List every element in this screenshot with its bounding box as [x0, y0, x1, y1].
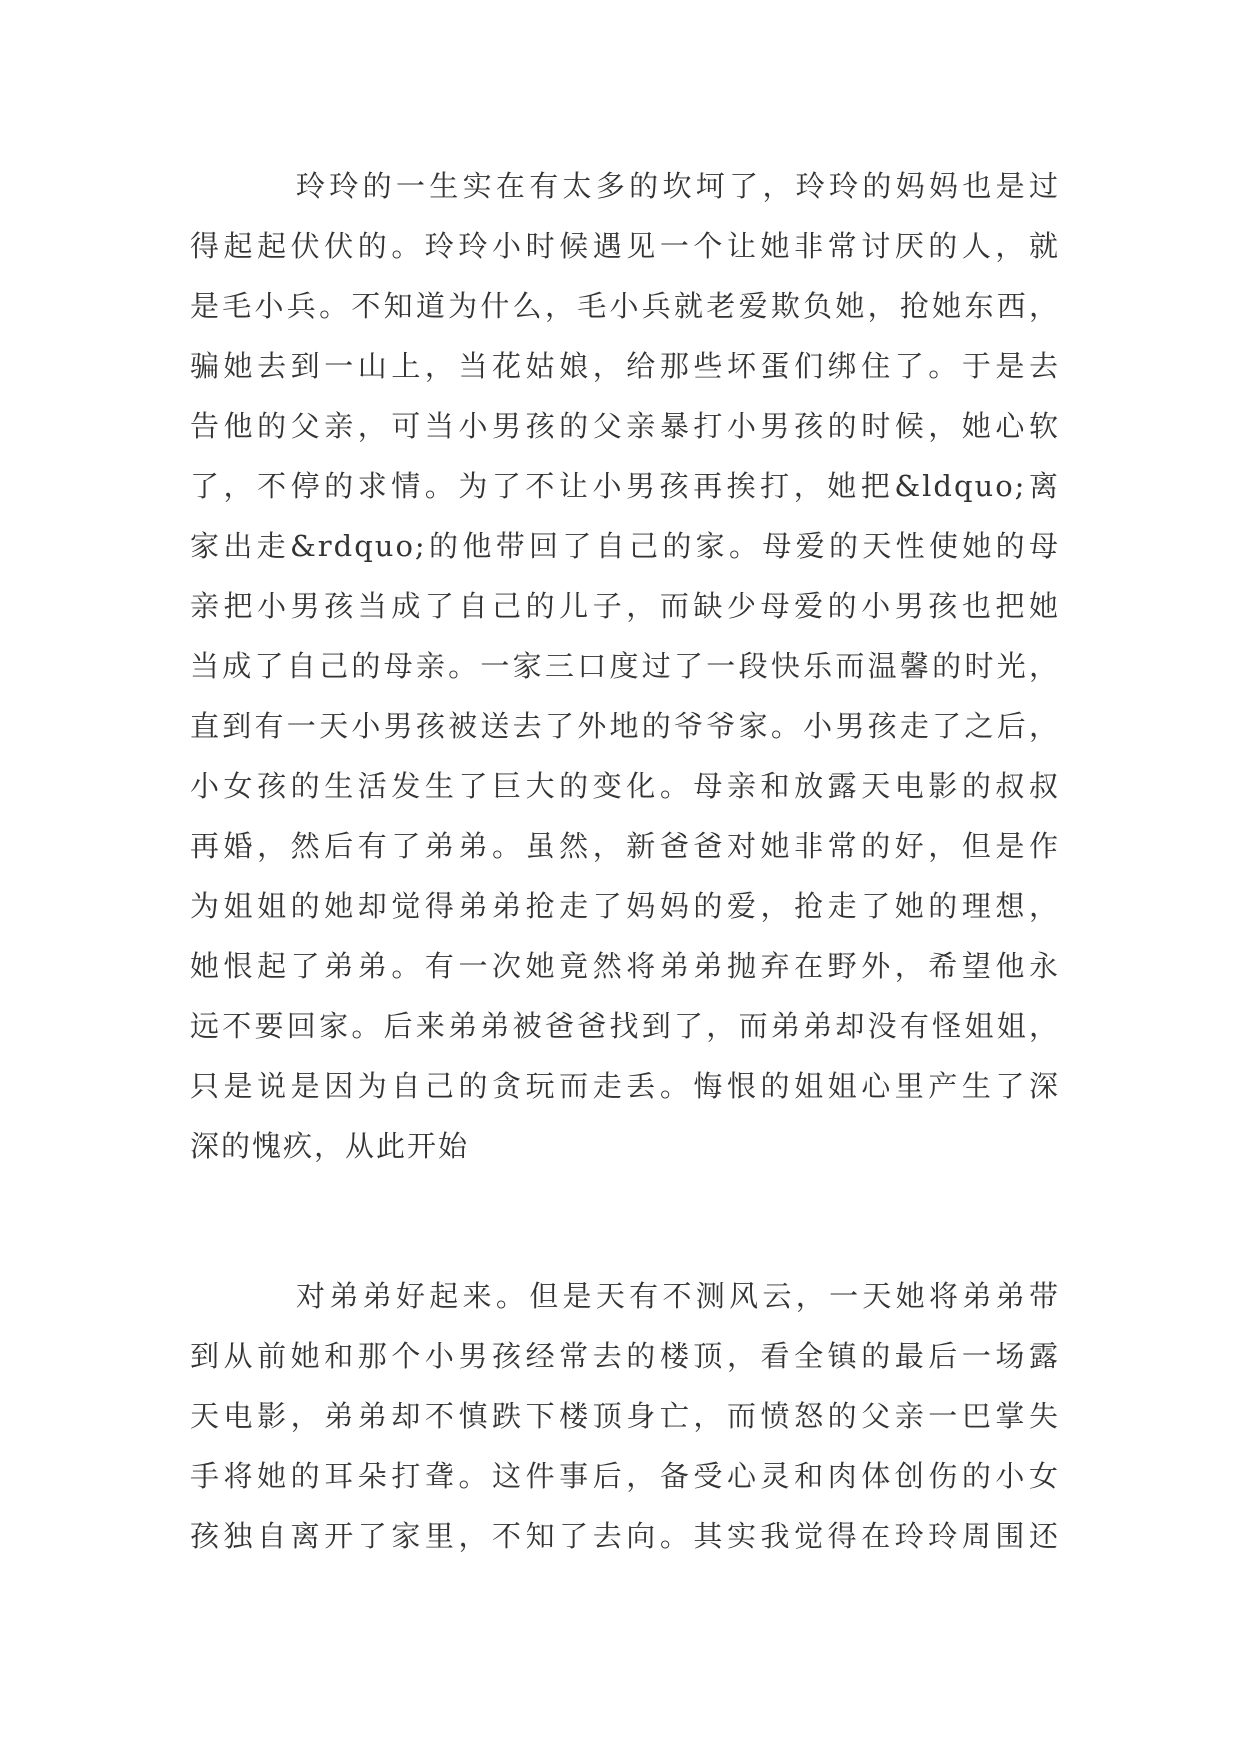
text-line: 再婚，然后有了弟弟。虽然，新爸爸对她非常的好，但是作: [190, 829, 1060, 863]
text-line: 手将她的耳朵打聋。这件事后，备受心灵和肉体创伤的小女: [190, 1459, 1060, 1493]
text-line: 对弟弟好起来。但是天有不测风云，一天她将弟弟带: [296, 1279, 1060, 1313]
text-line: 是毛小兵。不知道为什么，毛小兵就老爱欺负她，抢她东西，: [190, 289, 1060, 323]
text-line: 玲玲的一生实在有太多的坎坷了，玲玲的妈妈也是过: [296, 169, 1060, 203]
text-line: 了，不停的求情。为了不让小男孩再挨打，她把&ldquo;离: [190, 469, 1060, 503]
text-line: 告他的父亲，可当小男孩的父亲暴打小男孩的时候，她心软: [190, 409, 1060, 443]
text-line: 直到有一天小男孩被送去了外地的爷爷家。小男孩走了之后，: [190, 709, 1060, 743]
text-line: 小女孩的生活发生了巨大的变化。母亲和放露天电影的叔叔: [190, 769, 1060, 803]
text-line: 孩独自离开了家里，不知了去向。其实我觉得在玲玲周围还: [190, 1519, 1060, 1553]
text-line: 她恨起了弟弟。有一次她竟然将弟弟抛弃在野外，希望他永: [190, 949, 1060, 983]
text-line: 得起起伏伏的。玲玲小时候遇见一个让她非常讨厌的人，就: [190, 229, 1060, 263]
text-line: 骗她去到一山上，当花姑娘，给那些坏蛋们绑住了。于是去: [190, 349, 1060, 383]
text-line: 家出走&rdquo;的他带回了自己的家。母爱的天性使她的母: [190, 529, 1060, 563]
paragraph-1: [190, 156, 1060, 1176]
text-line: 到从前她和那个小男孩经常去的楼顶，看全镇的最后一场露: [190, 1339, 1060, 1373]
text-line: 远不要回家。后来弟弟被爸爸找到了，而弟弟却没有怪姐姐，: [190, 1009, 1060, 1043]
paragraph-2: [190, 1266, 1060, 1566]
text-line: 只是说是因为自己的贪玩而走丢。悔恨的姐姐心里产生了深: [190, 1069, 1060, 1103]
text-line: 天电影，弟弟却不慎跌下楼顶身亡，而愤怒的父亲一巴掌失: [190, 1399, 1060, 1433]
text-line: 为姐姐的她却觉得弟弟抢走了妈妈的爱，抢走了她的理想，: [190, 889, 1060, 923]
text-line: 亲把小男孩当成了自己的儿子，而缺少母爱的小男孩也把她: [190, 589, 1060, 623]
text-line: 深的愧疚，从此开始: [190, 1129, 470, 1163]
text-line: 当成了自己的母亲。一家三口度过了一段快乐而温馨的时光，: [190, 649, 1060, 683]
